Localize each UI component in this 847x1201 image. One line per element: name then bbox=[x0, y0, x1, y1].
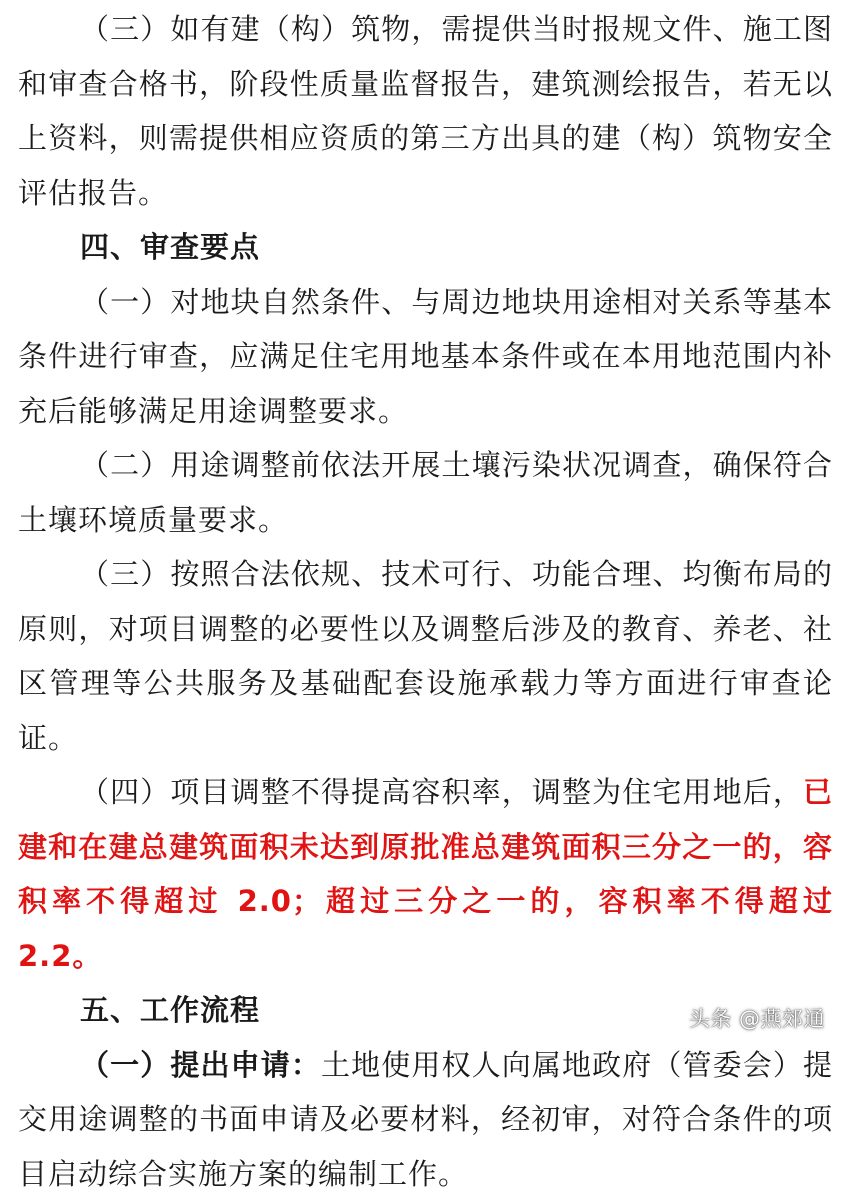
paragraph-materials-item-3: （三）如有建（构）筑物，需提供当时报规文件、施工图和审查合格书，阶段性质量监督报告，建筑测绘报告，若无以上资料，则需提供相应资质的第三方出具的建（构）筑物安全评估报告。 bbox=[18, 2, 833, 220]
paragraph-review-4 bbox=[18, 765, 833, 983]
section-heading-workflow: 五、工作流程 bbox=[18, 983, 833, 1038]
workflow-1-lead: （一）提出申请： bbox=[80, 1048, 321, 1082]
review-4-emphasis-text: 已建和在建总建筑面积未达到原批准总建筑面积三分之一的，容积率不得超过 2.0；超过三分之一的，容积率不得超过 2.2。 bbox=[18, 775, 833, 973]
paragraph-review-2: （二）用途调整前依法开展土壤污染状况调查，确保符合土壤环境质量要求。 bbox=[18, 438, 833, 547]
source-watermark: 头条 @燕郊通 bbox=[689, 1003, 825, 1033]
paragraph-review-3: （三）按照合法依规、技术可行、功能合理、均衡布局的原则，对项目调整的必要性以及调整后涉及的教育、养老、社区管理等公共服务及基础配套设施承载力等方面进行审查论证。 bbox=[18, 547, 833, 765]
section-heading-review-points: 四、审查要点 bbox=[18, 220, 833, 275]
paragraph-workflow-1 bbox=[18, 1038, 833, 1201]
review-4-plain-text: （四）项目调整不得提高容积率，调整为住宅用地后， bbox=[80, 775, 803, 809]
paragraph-review-1: （一）对地块自然条件、与周边地块用途相对关系等基本条件进行审查，应满足住宅用地基本条件或在本用地范围内补充后能够满足用途调整要求。 bbox=[18, 275, 833, 439]
workflow-1-text: 土地使用权人向属地政府（管委会）提交用途调整的书面申请及必要材料，经初审，对符合条件的项目启动综合实施方案的编制工作。 bbox=[18, 1048, 833, 1191]
